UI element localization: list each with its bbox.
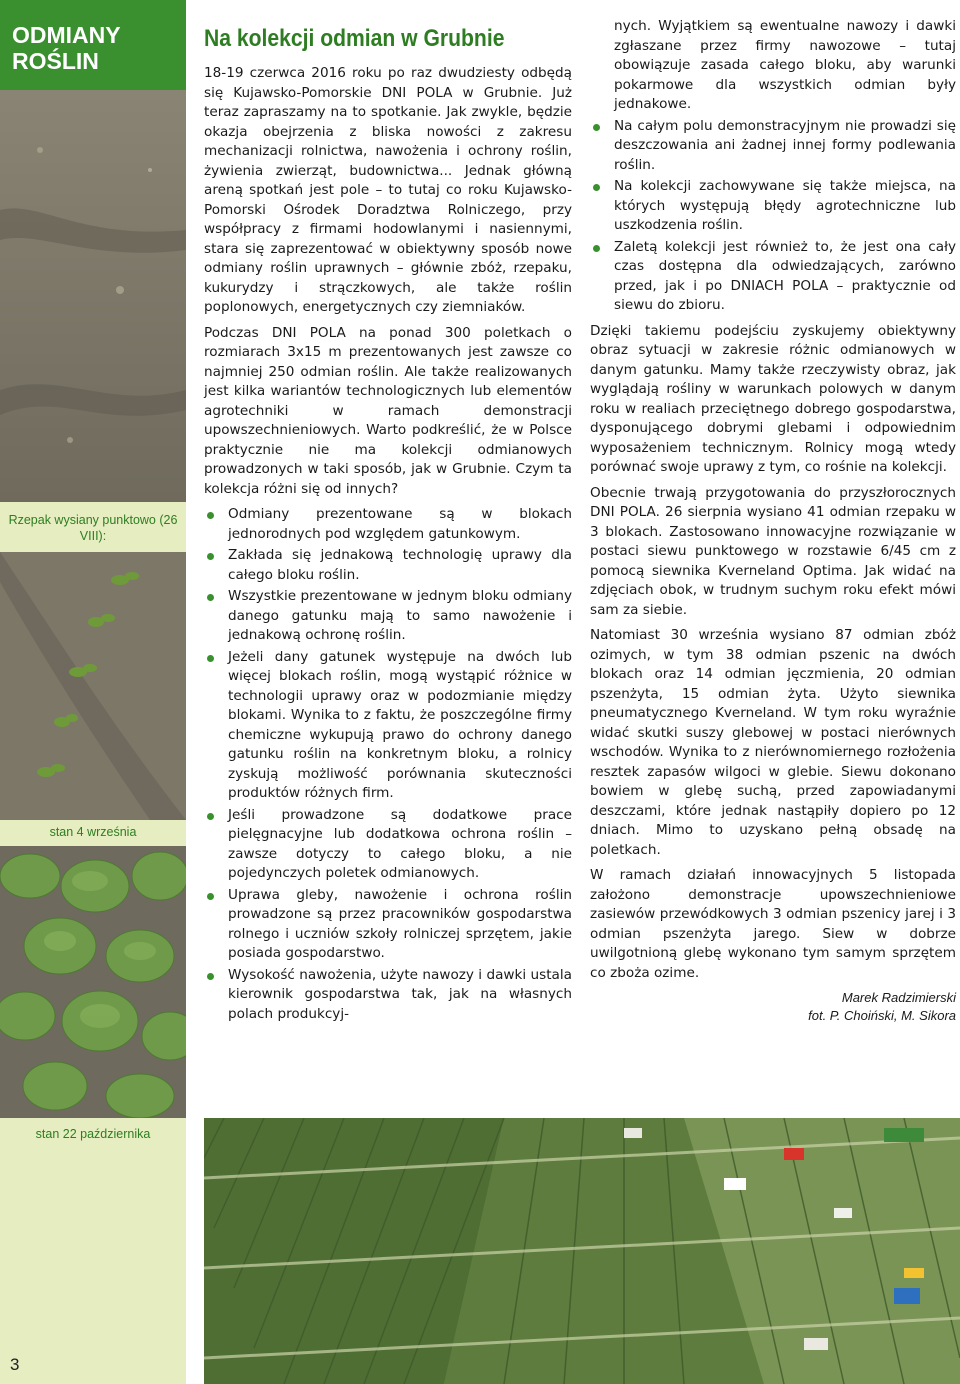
aerial-field-photo — [204, 1118, 960, 1384]
caption-oct: stan 22 października — [35, 1127, 151, 1141]
page-number: 3 — [10, 1355, 20, 1374]
paragraph: Podczas DNI POLA na ponad 300 poletkach o rozmiarach 3x15 m prezentowanych jest zawsze co najmniej 250 odmian roślin. Ale także realizowanych jest kilka wariantów technologicznych lub elementów agrotechniki w ramach demonstracji upowszechnieniowych. Warto podkreślić, że w Polsce praktycznie nie ma kolekcji odmianowych prowadzonych w taki sposób, jak w Grubnie. Czym ta kolekcja różni się od innych? — [204, 324, 572, 497]
section-title-line2: ROŚLIN — [12, 48, 99, 74]
list-item: Na kolekcji zachowywane się także miejsca, na których występują błędy agrotechniczne lub uszkodzenia roślin. — [590, 177, 956, 236]
paragraph: Natomiast 30 września wysiano 87 odmian zbóż ozimych, w tym 38 odmian pszenic na dwóch blokach oraz 14 odmian jęczmienia, 20 odmian pszenżyta, 15 odmian żyta. Użyto siewnika pneumatycznego Kverneland. W tym roku wyraźnie widać skutki suszy glebowej w postaci nierównych wschodów. Wynika to z nierównomiernego rozłożenia resztek zapasów wilgoci w glebie. Siewu dokonano bowiem w glebę suchą, przed zapowiadanymi deszczami, które jednak nastąpiły dopiero po 12 dniach. Mimo to uzyskano pełną obsadę na poletkach. — [590, 627, 956, 858]
paragraph: 18-19 czerwca 2016 roku po raz dwudziesty odbędą się Kujawsko-Pomorskie DNI POLA w Grubnie. Już teraz zapraszamy na to spotkanie. Jak zwykle, będzie okazja obejrzenia z bliska nowości z zakresu mechanizacji rolnictwa, nawożenia i ochrony roślin, żywienia zwierząt, budownictwa... Jednak główną areną spotkań jest pole – to tutaj co roku Kujawsko-Pomorski Ośrodek Doradztwa Rolniczego, przy współpracy z firmami hodowlanymi i nasiennymi, stara się zaprezentować w obiektywny sposób nowe odmiany roślin uprawnych – głównie zbóż, rzepaku, kukurydzy i strączkowych, ale także roślin poplonowych, energetycznych czy ziemniaków. — [204, 65, 572, 315]
photo-soil-top — [0, 90, 186, 502]
paragraph: Obecnie trwają przygotowania do przyszłorocznych DNI POLA. 26 sierpnia wysiano 41 odmian rzepaku w 3 blokach. Zastosowano innowacyjne rozwiązanie w postaci siewu punktowego w rozstawie 6/45 cm z pomocą siewnika Kverneland Optima. Jak widać na zdjęciach obok, w trudnym suchym roku efekt mówi sam za siebie. — [590, 484, 956, 618]
list-item-continued: nych. Wyjątkiem są ewentualne nawozy i dawki zgłaszane przez firmy nawozowe – tutaj obowiązuje zasada całego bloku, aby warunki pokarmowe dla wszystkich odmian były jednakowe. — [614, 18, 956, 112]
paragraph: Dzięki takiemu podejściu zyskujemy obiektywny obraz sytuacji w zakresie różnic odmianowych w danym gatunku. Mamy także rzeczywisty obraz, jak wyglądają rośliny w warunkach polowych w danym roku w realiach przeciętnego dobrego gospodarstwa, dysponującego dobrymi glebami i odpowiednim wyposażeniem technicznym. Rolnicy mogą wtedy porównać swoje uprawy z tym, co rośnie na kolekcji. — [590, 322, 956, 475]
list-item: Wysokość nawożenia, użyte nawozy i dawki ustala kierownik gospodarstwa tak, jak na własnych polach produkcyj- — [204, 966, 572, 1025]
article-title: Na kolekcji odmian w Grubnie — [204, 25, 505, 52]
article-column-1 — [204, 64, 572, 1030]
photo-rapeseed-leaves — [0, 846, 186, 1118]
list-item: Uprawa gleby, nawożenie i ochrona roślin prowadzone są przez pracowników gospodarstwa rolnego i uczniów szkoły rolniczej sprzętem, jakie posiada gospodarstwo. — [204, 886, 572, 964]
list-item: Jeśli prowadzone są dodatkowe prace pielęgnacyjne lub dodatkowa ochrona roślin – zawsze dotyczy to całego bloku, a nie pojedynczych poletek odmianowych. — [204, 806, 572, 884]
photo-credit: fot. P. Choiński, M. Sikora — [808, 1008, 956, 1023]
list-item: Na całym polu demonstracyjnym nie prowadzi się deszczowania ani żadnej innej formy podlewania roślin. — [590, 117, 956, 176]
list-item: Jeżeli dany gatunek występuje na dwóch lub więcej blokach roślin, mogą wystąpić różnice w technologii uprawy oraz w podozmianie między blokami. Wynika to z faktu, że poszczególne firmy chemiczne wykupują prawo do ochrony danego gatunku roślin na konkretnym bloku, a rolnicy zyskują możliwość porównania skuteczności produktów różnych firm. — [204, 648, 572, 804]
bullet-list — [590, 17, 956, 316]
author-name: Marek Radzimierski — [841, 990, 956, 1005]
list-item: Wszystkie prezentowane w jednym bloku odmiany danego gatunku mają to samo nawożenie i jednakową ochronę roślin. — [204, 587, 572, 646]
paragraph: W ramach działań innowacyjnych 5 listopada założono demonstracje upowszechnieniowe zasiewów przewódkowych 3 odmian pszenicy jarej i 3 odmian pszenżyta jarego. Siew w dobrze uwilgotnioną glebę wykonano tym samym sprzętem co zboża ozime. — [590, 867, 956, 981]
section-title-line1: ODMIANY — [12, 22, 121, 48]
list-item: Zakłada się jednakową technologię uprawy dla całego bloku roślin. — [204, 546, 572, 585]
bullet-list — [204, 505, 572, 1024]
list-item: Zaletą kolekcji jest również to, że jest ona cały czas dostępna dla odwiedzających, zarówno przed, jak i po DNIACH POLA – praktycznie od siewu do zbioru. — [590, 238, 956, 316]
list-item: Odmiany prezentowane są w blokach jednorodnych pod względem gatunkowym. — [204, 505, 572, 544]
section-label — [0, 0, 186, 90]
caption-sept: stan 4 września — [49, 825, 137, 839]
photo-seedlings — [0, 552, 186, 820]
caption-sown: Rzepak wysiany punktowo (26 VIII): — [8, 513, 178, 543]
article-column-2 — [590, 17, 956, 1025]
